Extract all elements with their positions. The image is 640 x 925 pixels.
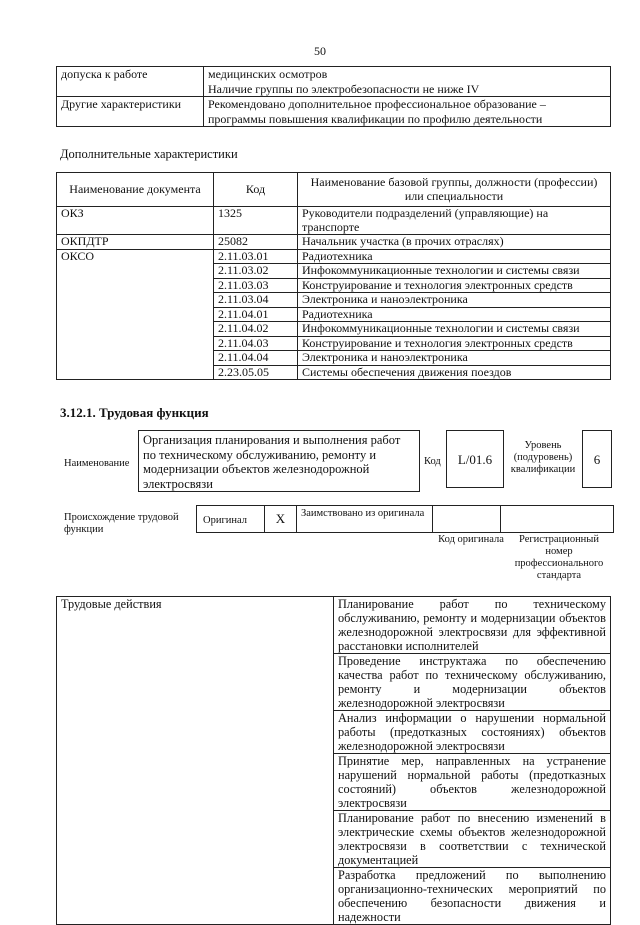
name-label: Наименование — [64, 458, 130, 469]
code-cell: 2.11.03.01 — [214, 249, 298, 264]
table-row — [57, 207, 611, 235]
origin-row — [196, 505, 614, 533]
borrowed-label: Заимствовано из оригинала — [301, 508, 425, 519]
original-mark: X — [265, 506, 297, 532]
qualification-requirements-table — [56, 66, 611, 127]
doc-cell: ОКСО — [57, 249, 214, 380]
row-label: Другие характеристики — [57, 97, 204, 127]
doc-cell: ОКЗ — [57, 207, 214, 235]
function-code-value: L/01.6 — [446, 430, 504, 488]
table-header-row — [57, 173, 611, 207]
code-cell: 2.11.04.01 — [214, 307, 298, 322]
name-cell: Электроника и наноэлектроника — [298, 351, 611, 366]
name-cell: Инфокоммуникационные технологии и системы связи — [298, 264, 611, 279]
origin-label: Происхождение трудовой функции — [64, 512, 179, 535]
page-number: 50 — [314, 44, 326, 58]
column-header: Наименование документа — [57, 173, 214, 207]
name-cell: Начальник участка (в прочих отраслях) — [298, 235, 611, 250]
labor-actions-label: Трудовые действия — [57, 597, 334, 925]
table-row — [57, 67, 611, 97]
code-cell: 2.11.04.02 — [214, 322, 298, 337]
name-cell: Инфокоммуникационные технологии и системы связи — [298, 322, 611, 337]
action-item: Проведение инструктажа по обеспечению качества работ по техническому обслуживанию, ремонту и модернизации объектов железнодорожной электросвязи — [334, 654, 611, 711]
action-item: Принятие мер, направленных на устранение нарушений нормальной работы (предотказных состояний) объектов железнодорожной электросвязи — [334, 754, 611, 811]
code-cell: 2.11.03.02 — [214, 264, 298, 279]
row-label: допуска к работе — [57, 67, 204, 97]
function-name-value: Организация планирования и выполнения работ по техническому обслуживанию, ремонту и модернизации объектов железнодорожной электросвязи — [138, 430, 420, 492]
original-label: Оригинал — [203, 515, 247, 526]
section-title: 3.12.1. Трудовая функция — [60, 405, 209, 420]
code-label: Код — [424, 456, 441, 467]
name-cell: Электроника и наноэлектроника — [298, 293, 611, 308]
code-cell: 2.11.04.03 — [214, 336, 298, 351]
additional-characteristics-table — [56, 172, 611, 380]
name-cell: Радиотехника — [298, 307, 611, 322]
name-cell: Системы обеспечения движения поездов — [298, 365, 611, 380]
action-item: Анализ информации о нарушении нормальной работы (предотказных состояниях) объектов железнодорожной электросвязи — [334, 711, 611, 754]
row-text: Наличие группы по электробезопасности не ниже IV — [208, 81, 480, 96]
column-header: Код — [214, 173, 298, 207]
table-row — [57, 97, 611, 127]
registration-number-caption: Регистрационный номер профессионального стандарта — [514, 534, 604, 581]
table-row — [57, 597, 611, 654]
name-cell: Конструирование и технология электронных средств — [298, 336, 611, 351]
code-cell: 1325 — [214, 207, 298, 235]
name-cell: Конструирование и технология электронных средств — [298, 278, 611, 293]
name-cell: Радиотехника — [298, 249, 611, 264]
code-cell: 25082 — [214, 235, 298, 250]
code-cell: 2.23.05.05 — [214, 365, 298, 380]
level-label: Уровень (подуровень) квалификации — [510, 440, 576, 475]
labor-actions-table — [56, 596, 611, 925]
code-cell: 2.11.03.03 — [214, 278, 298, 293]
code-cell: 2.11.04.04 — [214, 351, 298, 366]
action-item: Разработка предложений по выполнению организационно-технических мероприятий по обеспечению безопасности движения и надежности — [334, 868, 611, 925]
row-text: Рекомендовано дополнительное профессиональное образование – — [208, 97, 546, 111]
row-text: медицинских осмотров — [208, 67, 328, 81]
registration-number-cell — [501, 506, 613, 532]
column-header: Наименование базовой группы, должности (профессии) или специальности — [298, 173, 611, 207]
table-row — [57, 235, 611, 250]
doc-cell: ОКПДТР — [57, 235, 214, 250]
level-value: 6 — [582, 430, 612, 488]
name-cell: Руководители подразделений (управляющие) на транспорте — [298, 207, 611, 235]
action-item: Планирование работ по внесению изменений в электрические схемы объектов железнодорожной электросвязи в соответствии с технической документацией — [334, 811, 611, 868]
original-code-cell — [433, 506, 501, 532]
table-row — [57, 249, 611, 264]
action-item: Планирование работ по техническому обслуживанию, ремонту и модернизации объектов железнодорожной электросвязи для эффективной расстановки исполнителей — [334, 597, 611, 654]
additional-characteristics-title: Дополнительные характеристики — [60, 147, 238, 161]
row-text: программы повышения квалификации по профилю деятельности — [208, 111, 543, 126]
code-cell: 2.11.03.04 — [214, 293, 298, 308]
original-code-caption: Код оригинала — [438, 534, 504, 545]
